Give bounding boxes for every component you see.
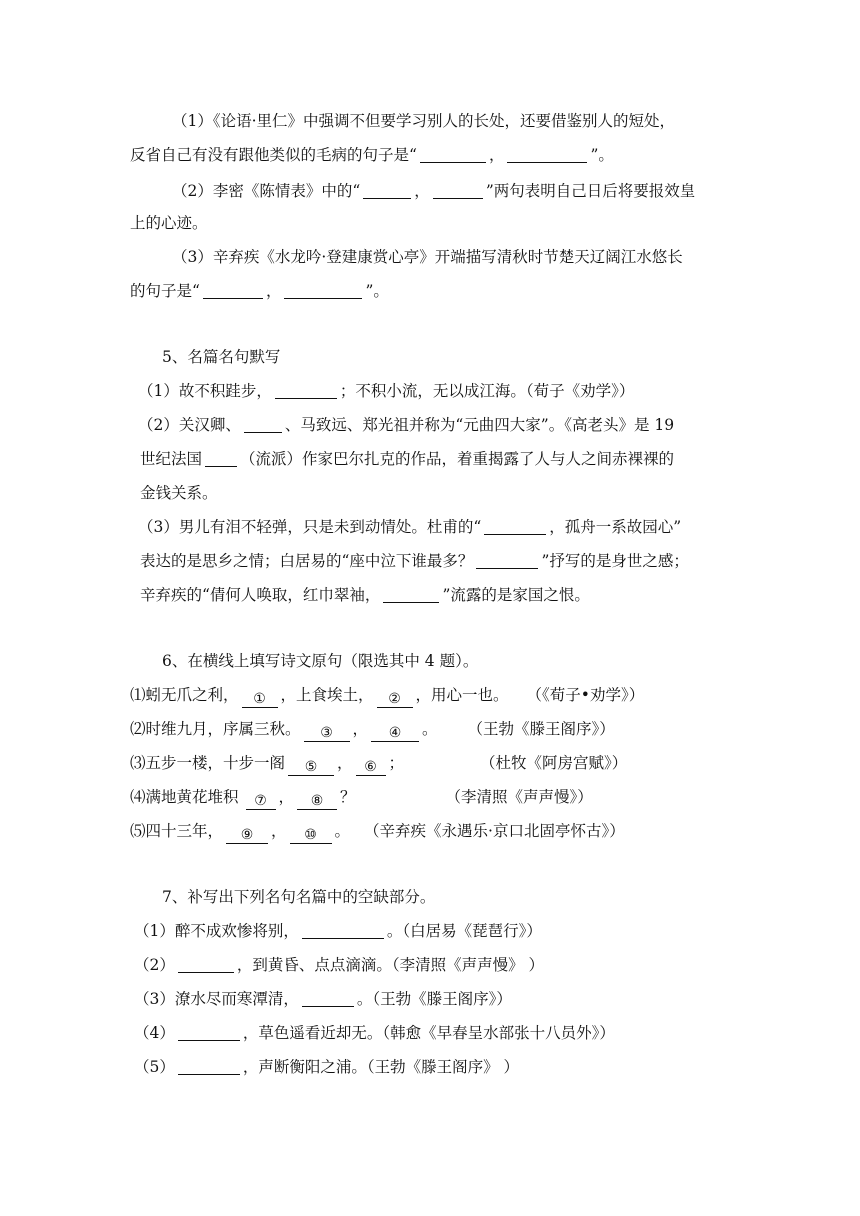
s6-blank-9[interactable]: ⑨ xyxy=(226,827,268,844)
s6-item-pre: ⑸四十三年， xyxy=(130,822,224,840)
s5-q2c-text: 金钱关系。 xyxy=(140,484,218,502)
s5-q3a-post: ，孤舟一系故园心” xyxy=(549,518,682,536)
s4-q1-post: ”。 xyxy=(590,146,614,164)
s5-q1 xyxy=(138,380,634,402)
s6-item-source: （辛弃疾《永遇乐·京口北固亭怀古》） xyxy=(364,822,625,840)
s4-q2-blank-1[interactable] xyxy=(363,182,411,199)
s4-q3-text: （3）辛弃疾《水龙吟·登建康赏心亭》开端描写清秋时节楚天辽阔江水悠长 xyxy=(172,248,683,266)
s5-q2b-post: （流派）作家巴尔扎克的作品，着重揭露了人与人之间赤裸裸的 xyxy=(240,450,675,468)
s6-blank-4[interactable]: ④ xyxy=(371,725,419,742)
s4-q3-pre: 的句子是“ xyxy=(130,282,200,300)
s5-q3c-post: ”流露的是家国之恨。 xyxy=(442,586,590,604)
s7-item-3 xyxy=(134,988,512,1010)
s6-item-source: （《荀子•劝学》） xyxy=(526,686,645,704)
s5-q3b-post: ”抒写的是身世之感； xyxy=(541,552,689,570)
s6-title xyxy=(162,650,478,672)
s4-q1-text: （1）《论语·里仁》中强调不但要学习别人的长处，还要借鉴别人的短处， xyxy=(172,112,676,130)
s6-item-post: ，用心一也。 xyxy=(415,686,509,704)
s7-item-2 xyxy=(134,954,544,976)
s6-item-mid: ， xyxy=(271,822,287,840)
s7-item-post: 。（白居易《琵琶行》） xyxy=(386,922,542,940)
s7-item-pre: （2） xyxy=(134,956,175,974)
s7-item-4 xyxy=(134,1022,615,1044)
s5-q2-line1 xyxy=(138,414,674,436)
s5-q1-pre: （1）故不积跬步， xyxy=(138,382,272,400)
s6-item-source: （王勃《滕王阁序》） xyxy=(467,720,615,738)
s4-q1-blank-2[interactable] xyxy=(507,146,587,163)
s7-title-text: 7、补写出下列名句名篇中的空缺部分。 xyxy=(162,888,436,906)
s4-q2-blank-2[interactable] xyxy=(433,182,483,199)
s7-item-post: ，到黄昏、点点滴滴。（李清照《声声慢》 ） xyxy=(236,956,545,974)
s4-q2-line2 xyxy=(130,212,208,234)
s5-q3-blank-1[interactable] xyxy=(484,518,546,535)
s5-q2-pre: （2）关汉卿、 xyxy=(138,416,241,434)
s4-q2-text2: 上的心迹。 xyxy=(130,214,208,232)
s6-item-pre: ⑴蚓无爪之利， xyxy=(130,686,239,704)
s7-blank-2[interactable] xyxy=(178,956,234,973)
s5-q2-line3 xyxy=(140,482,218,504)
s6-item-4 xyxy=(130,786,593,810)
s7-blank-3[interactable] xyxy=(302,990,354,1007)
s4-q3-line2 xyxy=(130,280,389,302)
s7-item-pre: （3）潦水尽而寒潭清， xyxy=(134,990,299,1008)
s6-item-post: ； xyxy=(388,754,405,772)
s4-q2-post: ”两句表明自己日后将要报效皇 xyxy=(485,182,696,200)
s7-blank-4[interactable] xyxy=(178,1024,240,1041)
s4-q2-sep: ， xyxy=(414,182,430,200)
s6-item-pre: ⑶五步一楼，十步一阁 xyxy=(130,754,286,772)
s4-q3-blank-1[interactable] xyxy=(203,282,263,299)
s6-item-post: ？ xyxy=(340,788,356,806)
s4-q2-line1 xyxy=(172,180,695,202)
s5-q3b-pre: 表达的是思乡之情；白居易的“座中泣下谁最多？ xyxy=(140,552,474,570)
s5-title-text: 5、名篇名句默写 xyxy=(162,348,281,366)
s6-blank-2[interactable]: ② xyxy=(377,691,413,708)
s4-q3-post: ”。 xyxy=(365,282,389,300)
s6-item-mid: ， xyxy=(278,788,295,806)
s5-q2b-pre: 世纪法国 xyxy=(140,450,203,468)
s6-item-5 xyxy=(130,820,625,844)
s6-item-source: （杜牧《阿房宫赋》） xyxy=(480,754,628,772)
s4-q3-sep: ， xyxy=(265,282,282,300)
s6-blank-7[interactable]: ⑦ xyxy=(246,793,276,810)
s7-item-5 xyxy=(134,1056,519,1078)
s7-item-pre: （5） xyxy=(134,1058,175,1076)
s7-title xyxy=(162,886,435,908)
s4-q1-blank-1[interactable] xyxy=(420,146,486,163)
s6-item-3 xyxy=(130,752,627,776)
s4-q1-pre: 反省自己有没有跟他类似的毛病的句子是“ xyxy=(130,146,417,164)
s7-item-post: ，声断衡阳之浦。（王勃《滕王阁序》 ） xyxy=(242,1058,520,1076)
s6-blank-8[interactable]: ⑧ xyxy=(297,793,337,810)
s5-q3a-pre: （3）男儿有泪不轻弹，只是未到动情处。杜甫的“ xyxy=(138,518,482,536)
s4-q1-sep: ， xyxy=(488,146,505,164)
s7-item-pre: （4） xyxy=(134,1024,175,1042)
s6-item-mid: ， xyxy=(352,720,369,738)
s6-item-post: 。 xyxy=(334,822,351,840)
s5-q2-blank-2[interactable] xyxy=(205,450,237,467)
s6-blank-10[interactable]: ⑩ xyxy=(290,827,332,844)
s5-q1-blank[interactable] xyxy=(275,382,337,399)
s6-item-mid: ，上食埃土， xyxy=(280,686,374,704)
s4-q2-pre: （2）李密《陈情表》中的“ xyxy=(172,182,361,200)
s5-q3-line2 xyxy=(140,550,689,572)
s6-blank-5[interactable]: ⑤ xyxy=(288,759,334,776)
s7-item-1 xyxy=(134,920,542,942)
s6-item-2 xyxy=(130,718,615,742)
s5-q1-post: ；不积小流，无以成江海。（荀子《劝学》） xyxy=(339,382,635,400)
s5-q3-blank-2[interactable] xyxy=(476,552,538,569)
s6-blank-1[interactable]: ① xyxy=(242,691,278,708)
s5-q2-post: 、马致远、郑光祖并称为“元曲四大家”。《高老头》是 19 xyxy=(284,416,675,434)
s6-title-text: 6、在横线上填写诗文原句（限选其中 4 题）。 xyxy=(162,652,479,670)
s7-item-post: ，草色遥看近却无。（韩愈《早春呈水部张十八员外》） xyxy=(242,1024,615,1042)
s6-item-source: （李清照《声声慢》） xyxy=(445,788,593,806)
s5-q3-line1 xyxy=(138,516,681,538)
s6-blank-6[interactable]: ⑥ xyxy=(356,759,386,776)
s5-q3-line3 xyxy=(140,584,590,606)
s5-q2-line2 xyxy=(140,448,674,470)
s6-item-1 xyxy=(130,684,644,708)
s5-q3c-pre: 辛弃疾的“倩何人唤取，红巾翠袖， xyxy=(140,586,381,604)
s5-title xyxy=(162,346,280,368)
s5-q3-blank-3[interactable] xyxy=(383,586,439,603)
s6-blank-3[interactable]: ③ xyxy=(304,725,350,742)
s6-item-mid: ， xyxy=(337,754,353,772)
s4-q1-line2 xyxy=(130,144,614,166)
s6-item-pre: ⑷满地黄花堆积 xyxy=(130,788,239,806)
s4-q3-line1 xyxy=(172,246,683,268)
s7-item-pre: （1）醉不成欢惨将别， xyxy=(134,922,299,940)
s6-item-post: 。 xyxy=(422,720,438,738)
s7-blank-1[interactable] xyxy=(302,922,384,939)
s4-q1-line1 xyxy=(172,110,675,132)
s4-q3-blank-2[interactable] xyxy=(284,282,362,299)
s7-blank-5[interactable] xyxy=(178,1058,240,1075)
s5-q2-blank-1[interactable] xyxy=(244,416,282,433)
s6-item-pre: ⑵时维九月，序属三秋。 xyxy=(130,720,301,738)
s7-item-post: 。（王勃《滕王阁序》） xyxy=(356,990,512,1008)
